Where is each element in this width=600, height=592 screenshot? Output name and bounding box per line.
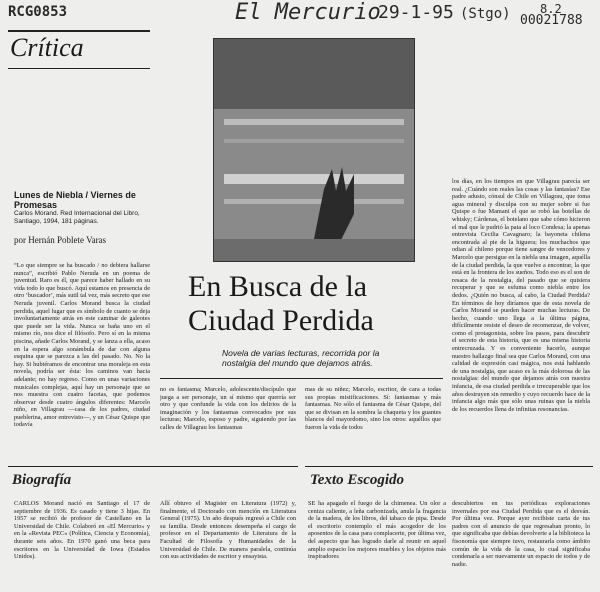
reference-number-top: 8.2 — [540, 2, 562, 16]
headline-box-rule — [160, 378, 443, 379]
bio-heading: Biografía — [12, 472, 72, 488]
subhead-line2: nostalgia del mundo que dejamos atrás. — [222, 358, 373, 368]
article-column-2: no es fantasma; Marcelo, adolescente/discípulo que juega a ser personaje, un sí mismo que querría ser otro y que confunde la vida con los delirios de la imaginación y los fantasmas convocados por sus lecturas; Marcelo, esposo y padre, siguiendo por las calles de Villagrau los fantasmas — [160, 386, 296, 431]
headline-line1: En Busca de la — [188, 270, 368, 303]
book-details-line2: Santiago, 1994, 181 páginas. — [14, 218, 99, 225]
headline-line2: Ciudad Perdida — [188, 304, 374, 337]
archive-code: RCG0853 — [8, 4, 68, 20]
hand-illustration — [214, 39, 414, 261]
book-title-line2: Promesas — [14, 200, 58, 210]
handwritten-date: 29-1-95 — [378, 2, 454, 23]
section-rule-bottom — [8, 68, 150, 69]
book-details-line1: Carlos Morand. Red Internacional del Libro, — [14, 210, 140, 217]
handwritten-place: (Stgo) — [460, 6, 511, 22]
section-title: Crítica — [10, 33, 84, 62]
bio-rule — [8, 466, 298, 467]
article-column-1: “Lo que siempre se ha buscado / no debiera hallarse nunca”, escribió Pablo Neruda en un poema de juventud. Raro es él, que parece haber hallado en su vida todo lo que buscó. Aquí estamos en presencia de otro ‘buscador’, más sutil tal vez, más secreto que ese Neruda juvenil. Carlos Morand busca la ciudad perdida, aquel lugar que es símbolo de cuanto se deja involuntariamente atrás en este caminar de galeotes que puede ser la vida. Nunca se baña uno en el mismo río, nos dice el filósofo. Pero sí en la misma piscina, añade Carlos Morand, y se lanza a ella, acaso en la espera algo sonámbula de dar con alguna esquina que se parezca a las del pasado. No. No la hay. Si hubiéramos de encontrar una moraleja en esta novela, podría ser ésta: los caminos van hacia adelante; no hay regreso. Como en unas variaciones musicales complejas, aquí hay un personaje que se nos muestra con cuatro facetas, que podemos observar desde cuatro ángulos diferentes: Marcelo niño, en Villagrau —casa de los padres, ciudad pueblerina, amor entrevisto—, y un César Quispe que todavía — [14, 262, 150, 429]
book-title — [14, 190, 136, 210]
excerpt-column-1: SE ha apagado el fuego de la chimenea. Un olor a ceniza caliente, a leña carbonizada, anula la fragancia de la madera, de los libros, del tabaco de pipa. Desde el escritorio contemplo el más acogedor de los aposentos de la casa para complacerte, por última vez, del aspecto que has logrado darle al reunir en aquel amplio espacio los mejores muebles y los objetos más inspiradores — [308, 500, 446, 561]
bio-column-1: CARLOS Morand nació en Santiago el 17 de septiembre de 1936. Es casado y tiene 3 hijas. En 1957 se recibió de profesor de Castellano en la Universidad de Chile. Colaboró en «El Mercurio» y en la «Revista PEC» (Política, Ciencia y Economía), durante seis años. En 1970 ganó una beca para escritores en la Universidad de Iowa (Estados Unidos). — [14, 500, 150, 561]
book-title-line1: Lunes de Niebla / Viernes de — [14, 190, 136, 200]
subhead — [222, 348, 379, 368]
bio-column-2: Allí obtuvo el Magister en Literatura (1972) y, finalmente, el Doctorado con mención en Literatura General (1975). Un año después regresó a Chile con su familia. Desde entonces desempeña el cargo de profesor en el Departamento de Literatura de la Facultad de Filosofía y Humanidades de la Universidad de Chile. De manera paralela, continúa con sus actividades de escritor y ensayista. — [160, 500, 296, 561]
excerpt-column-2: descubiertos en tus periódicas exploraciones invernales por esa Ciudad Perdida que es el desván. Por última vez. Porque ayer recibiste carta de tus padres con el anuncio de que regresaban pronto, lo que significaba que debías devolverte a la biblioteca la fisonomía que siempre tuvo, restaurarla como ámbito común de la vida de la casa, lo cual significaba condenarla a ser nuevamente un espacio de todos y de nadie. — [452, 500, 590, 568]
newspaper-name: El Mercurio — [235, 0, 381, 25]
headline — [188, 270, 374, 338]
book-photo — [213, 38, 415, 262]
excerpt-heading: Texto Escogido — [310, 472, 405, 488]
book-details — [14, 210, 140, 226]
section-rule — [8, 30, 150, 32]
article-column-4: los días, en los tiempos en que Villagrau parecía ser real. ¿Cuándo son reales las cosas y las fantasías? Ese padre adusto, cónsul de Chile en Villagrau, que toma agua mineral y disculpa con su mujer sobre si fue Quispe o fue Mamani el que se robó las botellas de whisky; Cárdenas, el botelano que sabe cómo hicieron el mal que le pudrió la pata al loco Condesa; la apenas entrevista Cecilia Cavagnaro; la bayoneta chilena encontrada al pie de la higuera; los muchachos que odian al chileno porque tiene sangre de vencedores y Marcelo que persigue en la niebla una imagen, aquélla de la ciudad perdida, la que vuelve a encontrar, la que está en la frontera de los sueños. Todo eso es el son de resaca de la nostalgia, del pasado que se quisiera recuperar y que se esfuma como niebla entre los dedos. ¿Quién no busca, al cabo, la Ciudad Perdida? En términos de hoy diríamos que de esta novela de Carlos Morand se pueden hacer muchas lecturas. De hecho, cuando uno llega a la última página, difícilmente resiste el deseo de recomenzar, de volver, como el protagonista, sobre los pasos, para descubrir el secreto de esta historia, que es una misma historia entrecruzada. Y es conveniente hacerlo, aunque nuestro hallazgo final sea que Carlos Morand, con una calidad de expresión casi mágica, nos está hablando de una nostalgia, que acaso es la más dolorosa de las nostalgias: del mundo que dejamos atrás con nuestra infancia, de esa ciudad perdida e irrecuperable que los años destruyen sin remedio y cuyo recuerdo hace de la infancia algo más que sólo unas ruinas que la niebla de los recuerdos llena de infinitas resonancias. — [452, 178, 590, 413]
byline: por Hernán Poblete Varas — [14, 235, 107, 245]
article-column-3: mas de su niñez; Marcelo, escritor, de cara a todas sus propias mistificaciones. Sí: fantasmas y más fantasmas. No sólo el fantasma de César Quispe, del que se divisan en la sombra la chaqueta y los guantes blancos del mayordomo, sino los otros: aquéllos que fueron la vida de todos — [305, 386, 441, 431]
excerpt-rule — [305, 466, 593, 467]
subhead-line1: Novela de varias lecturas, recorrida por la — [222, 348, 380, 358]
reference-number-bottom: 00021788 — [520, 13, 583, 28]
